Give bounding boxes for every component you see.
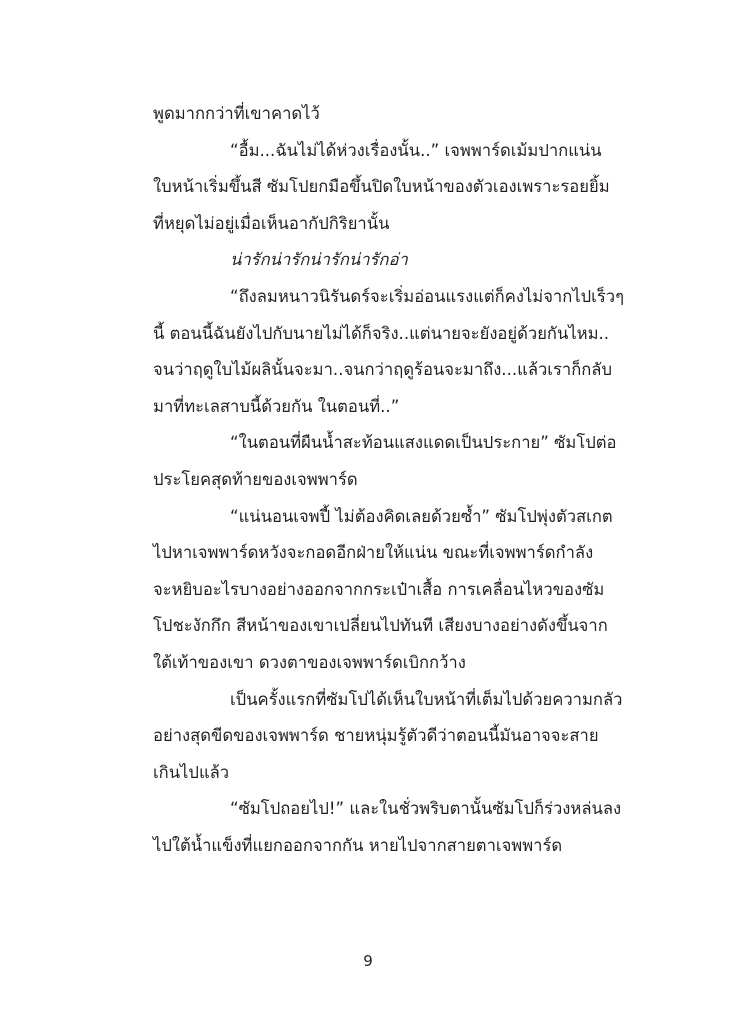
text-line: โปชะงักกึก สีหน้าของเขาเปลี่ยนไปทันที เสียงบางอย่างดังขึ้นจาก <box>153 616 608 636</box>
text-line: พูดมากกว่าที่เขาคาดไว้ <box>153 104 320 123</box>
text-line: “อื้ม...ฉันไม่ได้ห่วงเรื่องนั้น..” เจพพาร์ดเม้มปากแน่น <box>230 140 602 160</box>
text-line: “ถึงลมหนาวนิรันดร์จะเริ่มอ่อนแรงแต่ก็คงไม่จากไปเร็วๆ <box>230 286 624 306</box>
text-line: “ซัมโปถอยไป!” และในชั่วพริบตานั้นซัมโปก็ร่วงหล่นลง <box>230 799 622 819</box>
text-line: อย่างสุดขีดของเจพพาร์ด ชายหนุ่มรู้ตัวดีว่าตอนนี้มันอาจจะสาย <box>153 726 599 746</box>
text-line: ใบหน้าเริ่มขึ้นสี ซัมโปยกมือขึ้นปิดใบหน้าของตัวเองเพราะรอยยิ้ม <box>153 177 610 197</box>
text-line: ประโยคสุดท้ายของเจพพาร์ด <box>153 469 358 489</box>
body-text <box>153 96 643 864</box>
text-line: น่ารักน่ารักน่ารักน่ารักอ่า <box>230 250 408 270</box>
text-line: จนว่าฤดูใบไม้ผลินั้นจะมา..จนกว่าฤดูร้อนจะมาถึง...แล้วเราก็กลับ <box>153 360 613 380</box>
text-line: ไปใต้น้ำแข็งที่แยกออกจากกัน หายไปจากสายตาเจพพาร์ด <box>153 835 563 855</box>
page-number: 9 <box>363 952 373 970</box>
text-line: “ในตอนที่ผืนน้ำสะท้อนแสงแดดเป็นประกาย” ซัมโปต่อ <box>230 433 617 453</box>
text-line: ไปหาเจพพาร์ดหวังจะกอดอีกฝ่ายให้แน่น ขณะที่เจพพาร์ดกำลัง <box>153 543 594 563</box>
text-line: เป็นครั้งแรกที่ซัมโปได้เห็นใบหน้าที่เต็มไปด้วยความกลัว <box>230 689 623 709</box>
text-line: เกินไปแล้ว <box>153 762 230 782</box>
text-line: นี้ ตอนนี้ฉันยังไปกับนายไม่ได้ก็จริง..แต่นายจะยังอยู่ด้วยกันไหม.. <box>153 323 610 343</box>
text-line: ที่หยุดไม่อยู่เมื่อเห็นอากัปกิริยานั้น <box>153 213 390 233</box>
text-line: ใต้เท้าของเขา ดวงตาของเจพพาร์ดเบิกกว้าง <box>153 652 466 672</box>
text-line: มาที่ทะเลสาบนี้ด้วยกัน ในตอนที่..” <box>153 396 400 416</box>
text-line: จะหยิบอะไรบางอย่างออกจากกระเป๋าเสื้อ การเคลื่อนไหวของซัม <box>153 579 605 599</box>
text-line: “แน่นอนเจพปี้ ไม่ต้องคิดเลยด้วยซ้ำ” ซัมโปพุ่งตัวสเกต <box>230 506 613 526</box>
